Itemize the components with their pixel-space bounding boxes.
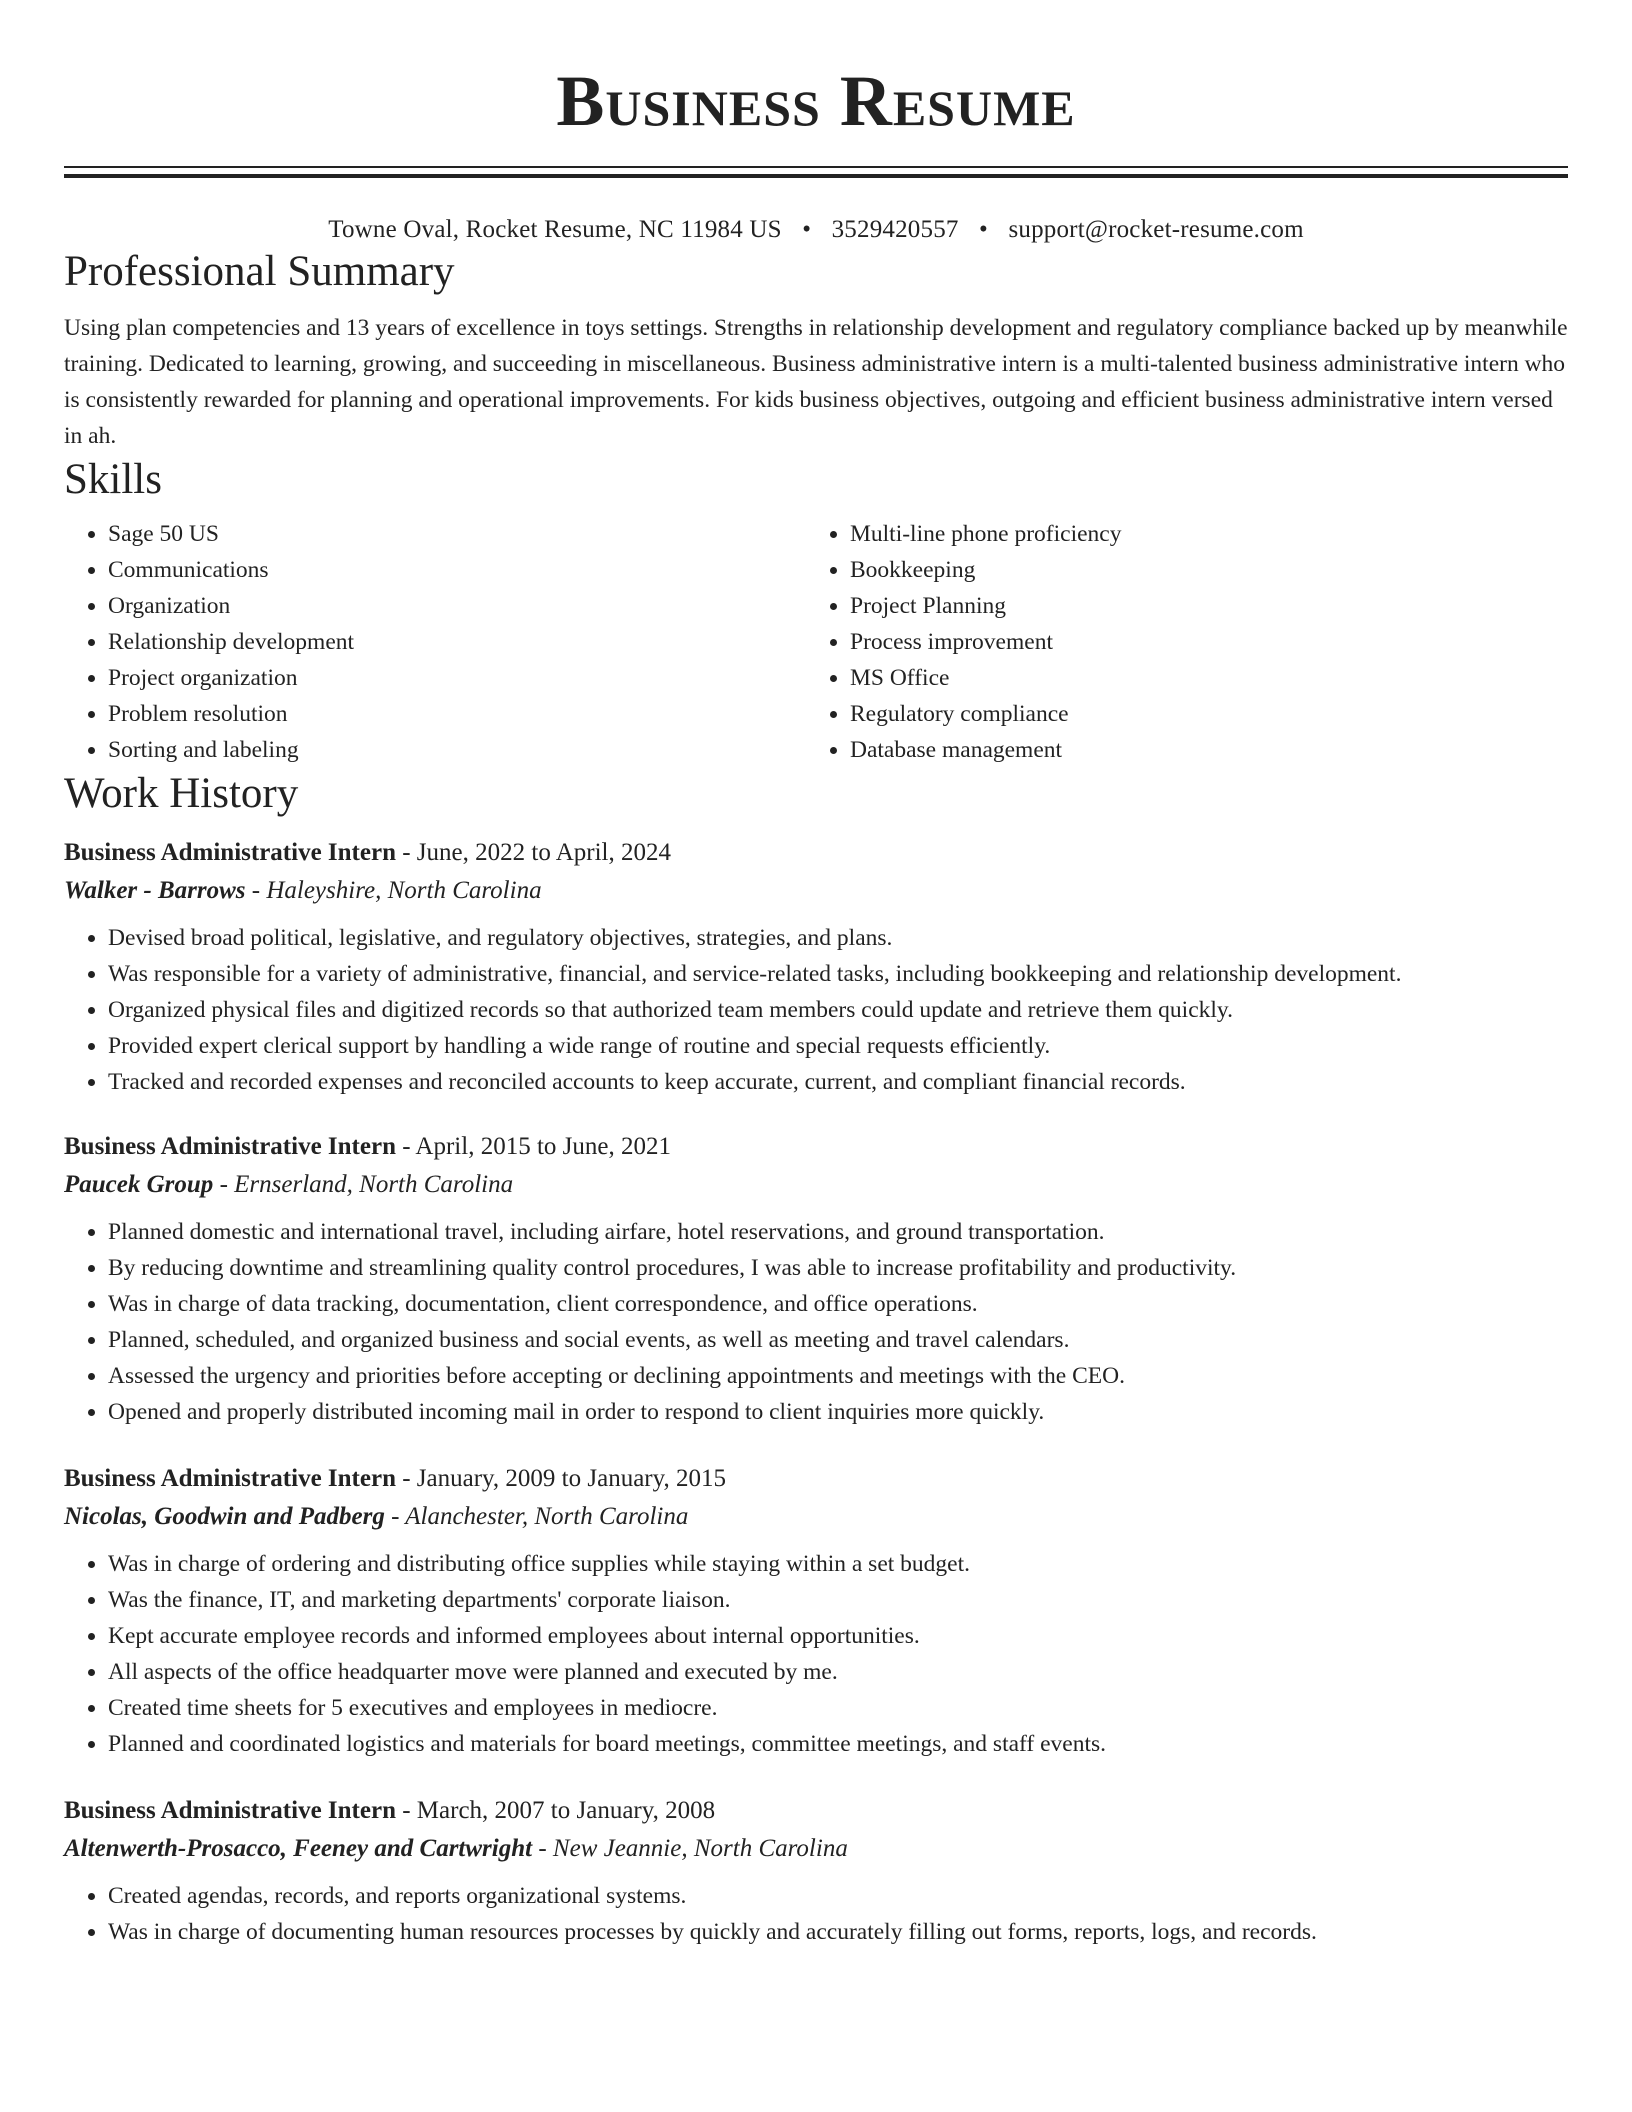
job-company-line [64,1498,1568,1536]
contact-line [64,214,1568,246]
duty-item: • Assessed the urgency and priorities before accepting or declining appointments and meetings with the CEO. [108,1358,1568,1394]
job-title: Business Administrative Intern [64,839,396,866]
job-title-line [64,1128,1568,1166]
duty-item: • By reducing downtime and streamlining quality control procedures, I was able to increase profitability and productivity. [108,1250,1568,1286]
duty-item: • Was responsible for a variety of administrative, financial, and service-related tasks, including bookkeeping and relationship development. [108,956,1568,992]
skill-item: • Sorting and labeling [108,732,806,768]
job-company-line [64,1830,1568,1868]
skill-item: • Sage 50 US [108,516,806,552]
duty-item: • Created agendas, records, and reports organizational systems. [108,1878,1568,1914]
page-title: Business Resume [556,61,1076,141]
skill-item: • Project Planning [850,588,1548,624]
job-duties [64,1878,1568,1950]
job-company: Walker - Barrows [64,877,246,904]
skill-item: • Multi-line phone proficiency [850,516,1548,552]
job-title-line [64,834,1568,872]
job-title-line [64,1460,1568,1498]
job-dates: - March, 2007 to January, 2008 [395,1797,716,1824]
job-title: Business Administrative Intern [64,1797,396,1824]
skills-column-left [64,516,806,768]
contact-separator: • [802,216,812,243]
contact-separator: • [979,216,988,243]
job-company-line [64,872,1568,910]
duty-item: • Tracked and recorded expenses and reconciled accounts to keep accurate, current, and compliant financial records. [108,1064,1568,1100]
job-title: Business Administrative Intern [64,1133,396,1160]
job-duties [64,1214,1568,1430]
job-location: - New Jeannie, North Carolina [532,1835,848,1862]
skill-item: • Communications [108,552,806,588]
duty-item: • Was in charge of data tracking, documentation, client correspondence, and office operations. [108,1286,1568,1322]
job-dates: - April, 2015 to June, 2021 [395,1133,671,1160]
job-duties [64,1546,1568,1762]
title-divider-thick [64,174,1568,178]
job-title: Business Administrative Intern [64,1465,396,1492]
duty-item: • Kept accurate employee records and informed employees about internal opportunities. [108,1618,1568,1654]
skill-item: • Database management [850,732,1548,768]
skills-column-right [806,516,1548,768]
job-location: - Alanchester, North Carolina [384,1503,689,1530]
duty-item: • Opened and properly distributed incoming mail in order to respond to client inquiries more quickly. [108,1394,1568,1430]
job-company: Paucek Group [64,1171,214,1198]
job-entry [64,1460,1568,1762]
job-entry [64,834,1568,1100]
skill-item: • Process improvement [850,624,1548,660]
duty-item: • All aspects of the office headquarter move were planned and executed by me. [108,1654,1568,1690]
skills-heading: Skills [64,456,162,503]
summary-heading: Professional Summary [64,248,455,295]
job-company: Nicolas, Goodwin and Padberg [64,1503,385,1530]
skill-item: • Bookkeeping [850,552,1548,588]
skill-item: • Organization [108,588,806,624]
job-location: - Ernserland, North Carolina [213,1171,514,1198]
title-divider-thin [64,166,1568,168]
skill-item: • Problem resolution [108,696,806,732]
job-entry [64,1792,1568,1950]
duty-item: • Provided expert clerical support by handling a wide range of routine and special requests efficiently. [108,1028,1568,1064]
skill-item: • Project organization [108,660,806,696]
contact-email: support@rocket-resume.com [1008,216,1304,243]
job-dates: - June, 2022 to April, 2024 [395,839,671,866]
duty-item: • Devised broad political, legislative, and regulatory objectives, strategies, and plans. [108,920,1568,956]
work-history-heading: Work History [64,770,299,817]
skill-item: • Relationship development [108,624,806,660]
skills-list [64,516,1568,768]
skill-item: • Regulatory compliance [850,696,1548,732]
duty-item: • Was in charge of documenting human resources processes by quickly and accurately filling out forms, reports, logs, and records. [108,1914,1568,1950]
duty-item: • Organized physical files and digitized records so that authorized team members could update and retrieve them quickly. [108,992,1568,1028]
contact-address: Towne Oval, Rocket Resume, NC 11984 US [328,216,782,243]
contact-phone: 3529420557 [831,216,959,243]
job-company-line [64,1166,1568,1204]
duty-item: • Was in charge of ordering and distributing office supplies while staying within a set budget. [108,1546,1568,1582]
summary-text: Using plan competencies and 13 years of excellence in toys settings. Strengths in relationship development and regulatory compliance backed up by meanwhile training. Dedicated to learning, growing, and succeeding in miscellaneous. Business administrative intern is a multi-talented business administrative intern who is consistently rewarded for planning and operational improvements. For kids business objectives, outgoing and efficient business administrative intern versed in ah. [64,315,1568,449]
duty-item: • Planned, scheduled, and organized business and social events, as well as meeting and travel calendars. [108,1322,1568,1358]
duty-item: • Planned and coordinated logistics and materials for board meetings, committee meetings, and staff events. [108,1726,1568,1762]
duty-item: • Planned domestic and international travel, including airfare, hotel reservations, and ground transportation. [108,1214,1568,1250]
job-company: Altenwerth-Prosacco, Feeney and Cartwright [64,1835,533,1862]
job-title-line [64,1792,1568,1830]
job-dates: - January, 2009 to January, 2015 [395,1465,727,1492]
duty-item: • Was the finance, IT, and marketing departments' corporate liaison. [108,1582,1568,1618]
job-duties [64,920,1568,1100]
job-entry [64,1128,1568,1430]
job-location: - Haleyshire, North Carolina [245,877,542,904]
skill-item: • MS Office [850,660,1548,696]
duty-item: • Created time sheets for 5 executives and employees in mediocre. [108,1690,1568,1726]
